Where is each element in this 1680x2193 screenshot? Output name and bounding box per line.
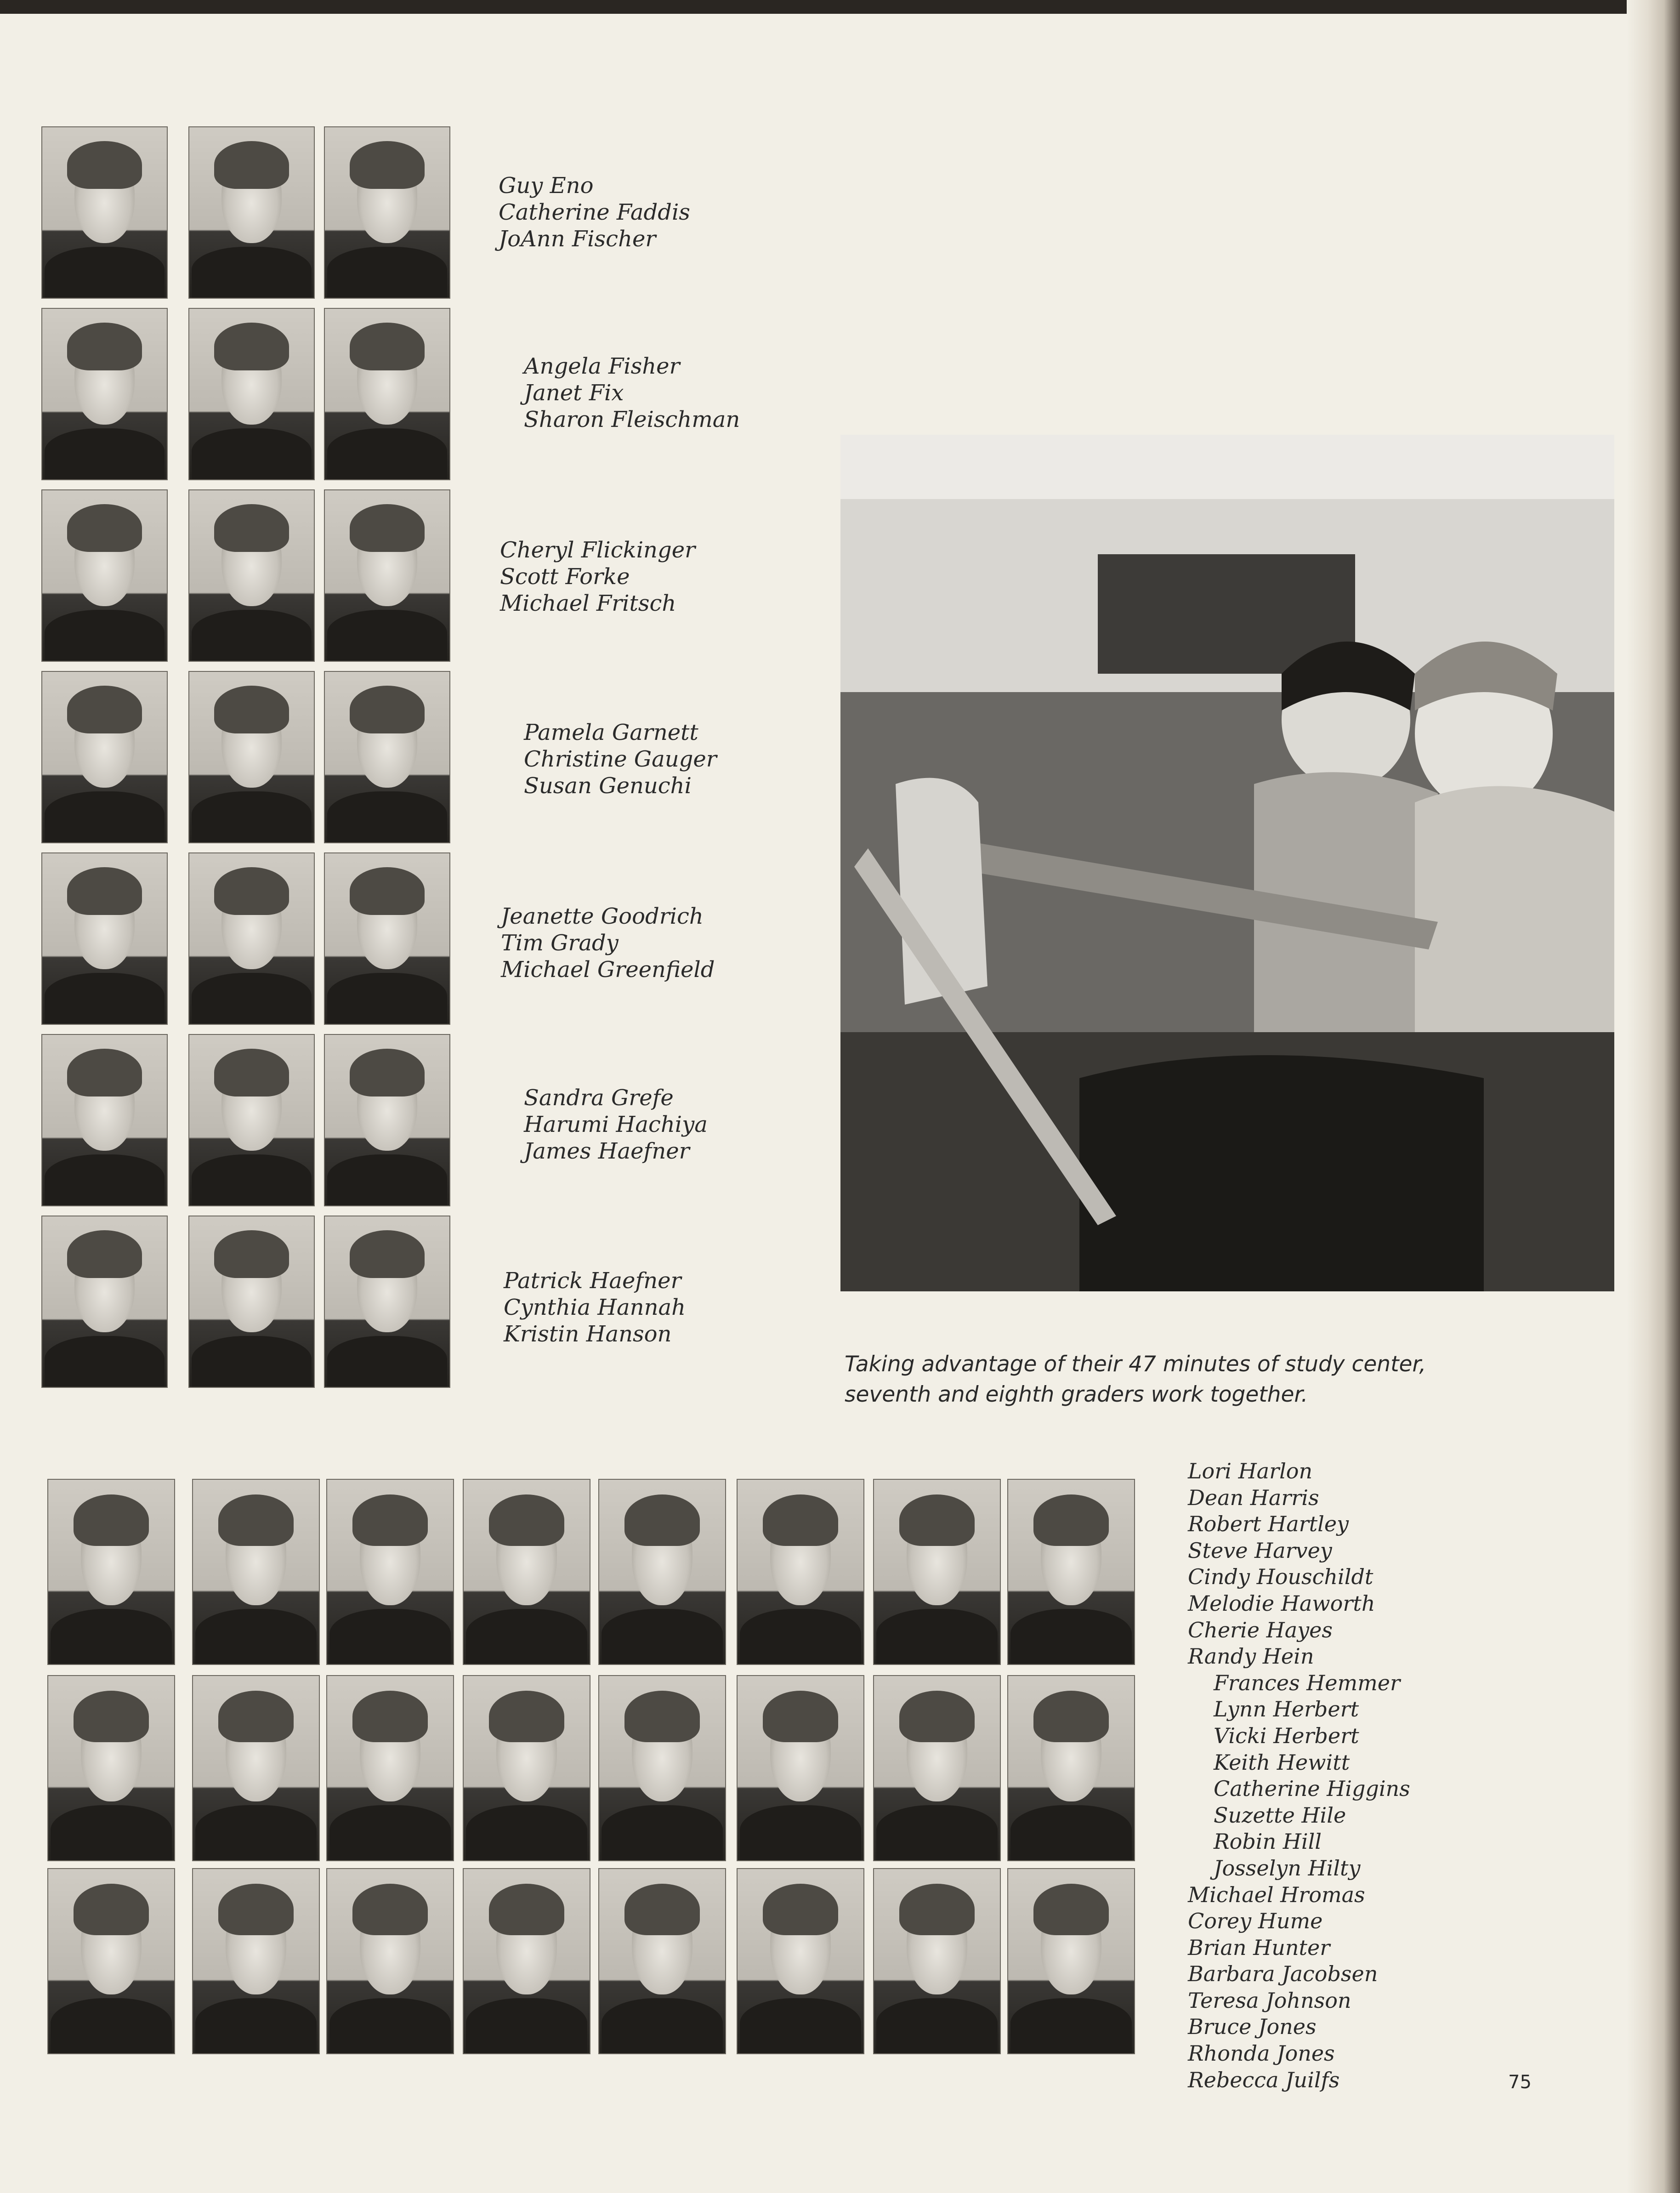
student-name: Guy Eno [499,173,594,199]
student-portrait [41,1034,168,1206]
student-portrait [463,1479,590,1665]
name-group-2 [524,353,740,433]
name-group-5 [501,903,715,983]
portrait-body [192,791,311,842]
student-name: Barbara Jacobsen [1188,1961,1378,1987]
portrait-body [327,428,447,479]
student-portrait [737,1868,864,2054]
student-portrait [188,308,315,480]
portrait-body [1010,1998,1131,2053]
portrait-body [45,428,164,479]
student-name: Michael Fritsch [500,591,676,616]
student-name: Pamela Garnett [524,720,698,745]
portrait-hair [489,1494,564,1546]
page-number: 75 [1508,2072,1532,2093]
student-name: Patrick Haefner [504,1268,681,1294]
portrait-body [327,973,447,1024]
student-portrait [1007,1479,1135,1665]
student-portrait [47,1479,175,1665]
portrait-hair [218,1691,294,1742]
student-portrait [324,1216,450,1388]
student-portrait [324,489,450,662]
portrait-body [327,1336,447,1387]
student-name: Tim Grady [501,930,619,956]
student-portrait [192,1675,320,1861]
portrait-hair [489,1691,564,1742]
portrait-body [192,610,311,661]
student-name: Cherie Hayes [1188,1617,1333,1642]
student-portrait [188,852,315,1025]
student-name: JoAnn Fischer [499,226,656,252]
student-name: Janet Fix [524,380,624,406]
portrait-body [45,1336,164,1387]
student-portrait [47,1675,175,1861]
portrait-body [327,791,447,842]
portrait-hair [67,141,142,189]
portrait-hair [218,1884,294,1935]
student-name: Michael Hromas [1188,1882,1365,1907]
student-portrait [463,1868,590,2054]
portrait-hair [352,1494,428,1546]
student-portrait [192,1479,320,1665]
portrait-body [195,1998,316,2053]
portrait-hair [1033,1691,1109,1742]
name-group-1 [499,172,690,252]
name-group-6 [524,1085,708,1165]
student-name: Brian Hunter [1188,1935,1330,1960]
portrait-hair [67,1049,142,1096]
portrait-hair [218,1494,294,1546]
portrait-hair [67,323,142,370]
student-name: Catherine Faddis [499,199,690,225]
student-name: Steve Harvey [1188,1538,1332,1563]
portrait-hair [74,1494,149,1546]
student-portrait [463,1675,590,1861]
portrait-body [192,247,311,298]
portrait-hair [67,1230,142,1278]
portrait-body [192,428,311,479]
student-portrait [873,1479,1001,1665]
portrait-body [466,1609,587,1664]
portrait-hair [350,323,425,370]
portrait-body [740,1805,861,1860]
student-portrait [598,1675,726,1861]
student-name: Kristin Hanson [504,1321,672,1347]
student-portrait [1007,1868,1135,2054]
portrait-body [195,1609,316,1664]
student-portrait [324,308,450,480]
student-name: Melodie Haworth [1188,1591,1375,1616]
name-group-3 [500,537,695,617]
student-portrait [188,126,315,299]
student-name: Cindy Houschildt [1188,1564,1374,1590]
portrait-hair [350,686,425,733]
student-name: Bruce Jones [1188,2014,1317,2040]
student-name: Frances Hemmer [1214,1670,1400,1695]
portrait-hair [350,504,425,552]
student-portrait [47,1868,175,2054]
portrait-body [466,1998,587,2053]
student-portrait [598,1868,726,2054]
portrait-hair [67,867,142,915]
student-portrait [873,1675,1001,1861]
book-page-edge [1627,0,1680,2193]
student-name: Angela Fisher [524,353,680,379]
portrait-body [466,1805,587,1860]
student-name: James Haefner [524,1138,690,1164]
portrait-hair [214,141,289,189]
portrait-body [51,1998,171,2053]
portrait-hair [67,504,142,552]
portrait-body [192,1154,311,1205]
portrait-body [45,247,164,298]
portrait-hair [763,1884,838,1935]
portrait-body [740,1998,861,2053]
student-name: Vicki Herbert [1214,1723,1359,1748]
portrait-hair [624,1494,700,1546]
student-name: Corey Hume [1188,1909,1323,1934]
portrait-body [329,1609,450,1664]
portrait-body [195,1805,316,1860]
student-portrait [41,1216,168,1388]
student-name: Cynthia Hannah [504,1295,686,1320]
photo-caption: Taking advantage of their 47 minutes of study center, seventh and eighth graders work together. [845,1352,1426,1407]
name-list-bottom [1188,1458,1410,2093]
portrait-body [1010,1805,1131,1860]
student-name: Christine Gauger [524,746,717,772]
student-portrait [188,489,315,662]
portrait-body [327,247,447,298]
student-portrait [1007,1675,1135,1861]
student-name: Catherine Higgins [1214,1776,1410,1801]
portrait-body [602,1998,722,2053]
portrait-body [45,973,164,1024]
portrait-hair [899,1691,975,1742]
portrait-hair [489,1884,564,1935]
portrait-hair [1033,1884,1109,1935]
portrait-body [45,610,164,661]
student-name: Susan Genuchi [524,773,692,799]
portrait-hair [899,1884,975,1935]
student-portrait [737,1675,864,1861]
portrait-hair [74,1691,149,1742]
portrait-hair [624,1691,700,1742]
student-name: Cheryl Flickinger [500,537,696,563]
student-portrait [192,1868,320,2054]
student-portrait [873,1868,1001,2054]
portrait-hair [214,867,289,915]
portrait-body [1010,1609,1131,1664]
student-portrait [188,671,315,843]
portrait-hair [763,1494,838,1546]
student-name: Randy Hein [1188,1644,1314,1669]
name-group-7 [504,1267,686,1347]
portrait-hair [67,686,142,733]
student-portrait [324,671,450,843]
student-name: Robert Hartley [1188,1511,1349,1537]
student-name: Suzette Hile [1214,1802,1346,1828]
portrait-body [45,791,164,842]
student-portrait [324,126,450,299]
portrait-body [602,1609,722,1664]
portrait-body [329,1805,450,1860]
student-portrait [326,1479,454,1665]
portrait-body [192,1336,311,1387]
portrait-hair [763,1691,838,1742]
portrait-body [740,1609,861,1664]
student-name: Teresa Johnson [1188,1988,1351,2013]
student-name: Sandra Grefe [524,1085,674,1111]
portrait-body [327,1154,447,1205]
student-name: Robin Hill [1214,1829,1322,1854]
portrait-hair [74,1884,149,1935]
portrait-body [876,1998,997,2053]
portrait-body [51,1609,171,1664]
student-portrait [41,126,168,299]
student-portrait [737,1479,864,1665]
portrait-body [602,1805,722,1860]
portrait-hair [350,141,425,189]
portrait-body [45,1154,164,1205]
student-portrait [598,1479,726,1665]
student-portrait [326,1868,454,2054]
portrait-body [876,1805,997,1860]
student-portrait [326,1675,454,1861]
student-portrait [41,852,168,1025]
portrait-hair [352,1691,428,1742]
student-name: Lori Harlon [1188,1459,1313,1483]
yearbook-page [0,14,1643,2193]
student-name: Jeanette Goodrich [501,903,704,929]
student-name: Dean Harris [1188,1485,1319,1510]
student-name: Michael Greenfield [501,957,715,983]
portrait-hair [350,1230,425,1278]
portrait-body [192,973,311,1024]
student-name: Scott Forke [500,564,630,590]
student-portrait [324,1034,450,1206]
classroom-photo [840,435,1614,1291]
student-name: Sharon Fleischman [524,407,740,432]
student-portrait [41,308,168,480]
student-portrait [41,489,168,662]
portrait-hair [624,1884,700,1935]
student-name: Lynn Herbert [1214,1697,1359,1722]
portrait-hair [214,323,289,370]
portrait-hair [899,1494,975,1546]
student-portrait [41,671,168,843]
student-name: Harumi Hachiya [524,1112,708,1137]
portrait-hair [1033,1494,1109,1546]
student-portrait [188,1034,315,1206]
name-group-4 [524,719,717,799]
portrait-hair [214,504,289,552]
portrait-hair [350,1049,425,1096]
portrait-body [51,1805,171,1860]
student-name: Rhonda Jones [1188,2041,1335,2066]
classroom-photo-illustration [840,435,1614,1291]
student-name: Josselyn Hilty [1214,1855,1361,1881]
student-portrait [188,1216,315,1388]
portrait-body [327,610,447,661]
portrait-hair [214,1049,289,1096]
portrait-hair [350,867,425,915]
student-name: Keith Hewitt [1214,1750,1350,1775]
portrait-hair [214,686,289,733]
portrait-body [329,1998,450,2053]
portrait-hair [214,1230,289,1278]
portrait-body [876,1609,997,1664]
student-name: Rebecca Juilfs [1188,2067,1340,2092]
student-portrait [324,852,450,1025]
portrait-hair [352,1884,428,1935]
